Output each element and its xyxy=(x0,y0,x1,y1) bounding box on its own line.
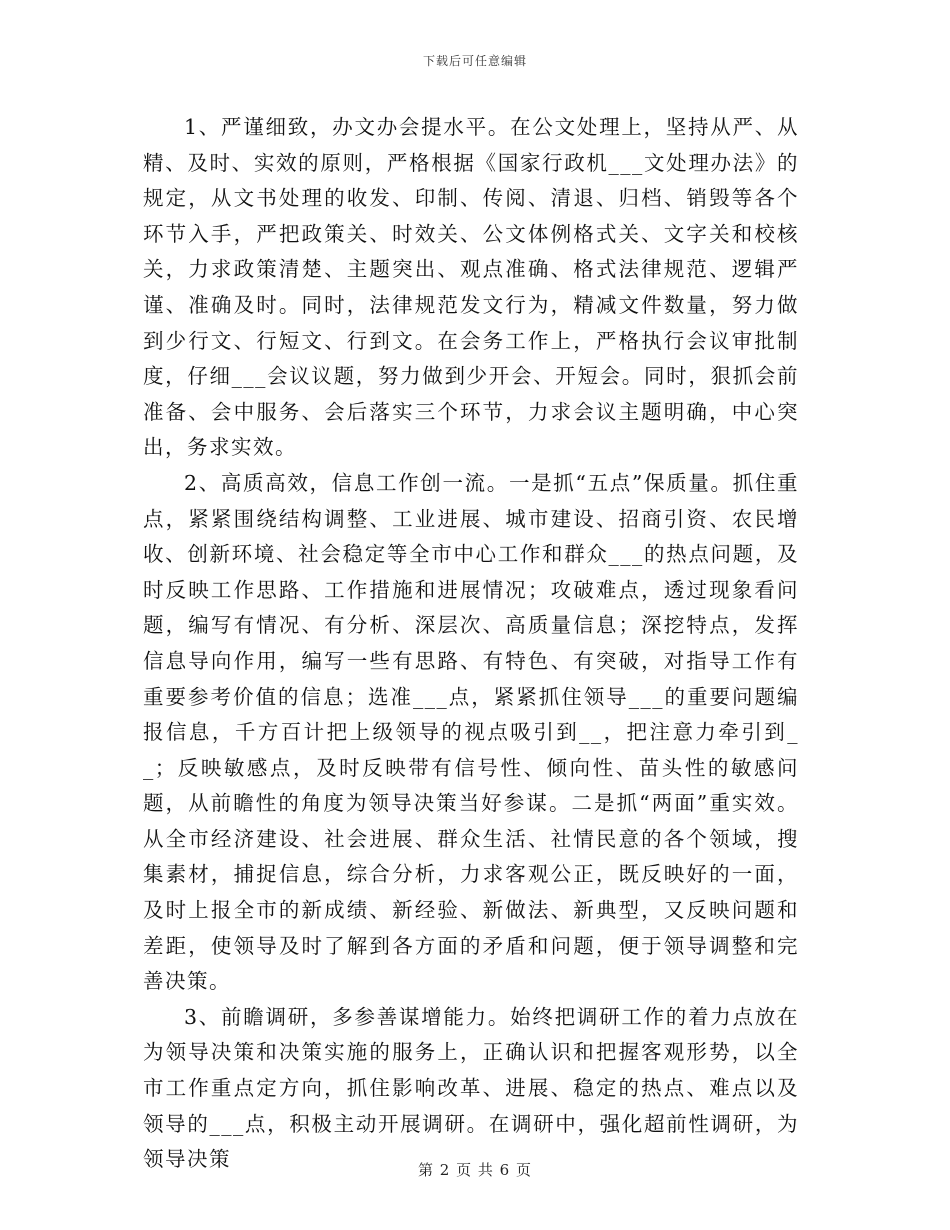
document-body xyxy=(143,110,799,1178)
paragraph-3: 3、前瞻调研，多参善谋增能力。始终把调研工作的着力点放在为领导决策和决策实施的服务上，正确认识和把握客观形势，以全市工作重点定方向，抓住影响改革、进展、稳定的热点、难点以及领导的___点，积极主动开展调研。在调研中，强化超前性调研，为领导决策 xyxy=(143,1004,799,1172)
page-number: 第 2 页 共 6 页 xyxy=(418,1161,532,1179)
paragraph-1: 1、严谨细致，办文办会提水平。在公文处理上，坚持从严、从精、及时、实效的原则，严格根据《国家行政机___文处理办法》的规定，从文书处理的收发、印制、传阅、清退、归档、销毁等各个环节入手，严把政策关、时效关、公文体例格式关、文字关和校核关，力求政策清楚、主题突出、观点准确、格式法律规范、逻辑严谨、准确及时。同时，法律规范发文行为，精减文件数量，努力做到少行文、行短文、行到文。在会务工作上，严格执行会议审批制度，仔细___会议议题，努力做到少开会、开短会。同时，狠抓会前准备、会中服务、会后落实三个环节，力求会议主题明确，中心突出，务求实效。 xyxy=(143,115,799,460)
paragraph-2: 2、高质高效，信息工作创一流。一是抓“五点”保质量。抓住重点，紧紧围绕结构调整、工业进展、城市建设、招商引资、农民增收、创新环境、社会稳定等全市中心工作和群众___的热点问题，及时反映工作思路、工作措施和进展情况；攻破难点，透过现象看问题，编写有情况、有分析、深层次、高质量信息；深挖特点，发挥信息导向作用，编写一些有思路、有特色、有突破，对指导工作有重要参考价值的信息；选准___点，紧紧抓住领导___的重要问题编报信息，千方百计把上级领导的视点吸引到__，把注意力牵引到__；反映敏感点，及时反映带有信号性、倾向性、苗头性的敏感问题，从前瞻性的角度为领导决策当好参谋。二是抓“两面”重实效。从全市经济建设、社会进展、群众生活、社情民意的各个领域，搜集素材，捕捉信息，综合分析，力求客观公正，既反映好的一面，及时上报全市的新成绩、新经验、新做法、新典型，又反映问题和差距，使领导及时了解到各方面的矛盾和问题，便于领导调整和完善决策。 xyxy=(143,470,799,994)
page-header-note: 下载后可任意编辑 xyxy=(422,54,527,68)
